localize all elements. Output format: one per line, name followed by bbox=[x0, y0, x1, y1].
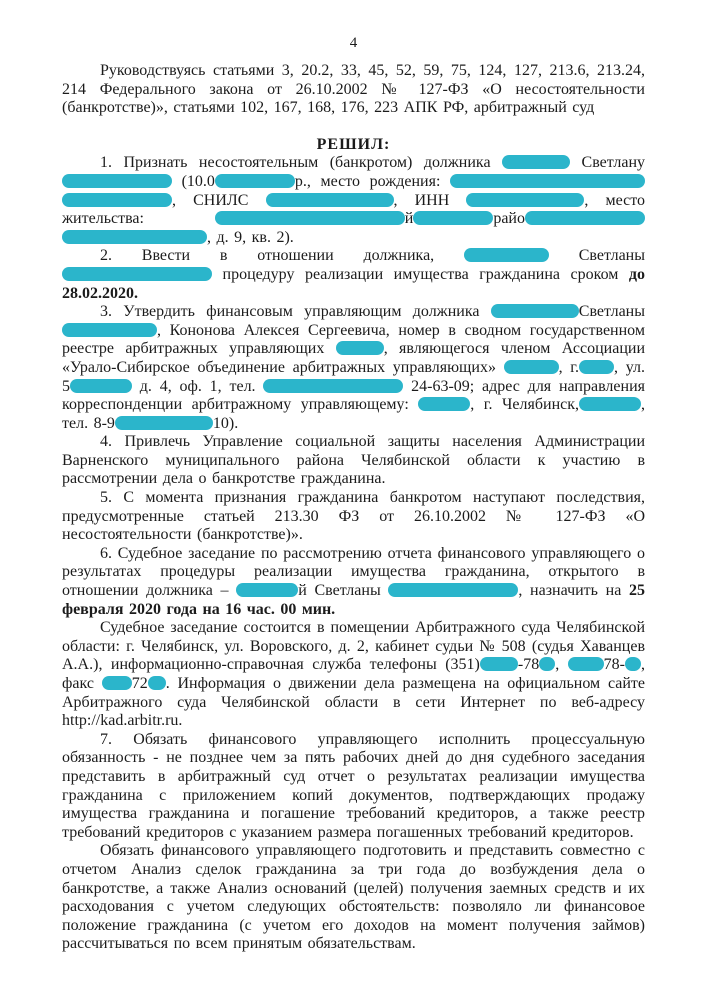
redaction-bar bbox=[504, 360, 559, 374]
redaction-bar bbox=[450, 174, 645, 188]
redaction-bar bbox=[62, 174, 172, 188]
redaction-bar bbox=[62, 193, 172, 207]
page-number: 4 bbox=[349, 35, 358, 51]
document-body bbox=[62, 62, 645, 954]
item-2: 2. Ввести в отношении должника, Светланы процедуру реализации имущества гражданина сроком до 28.02.2020. bbox=[62, 247, 645, 302]
redaction-bar bbox=[413, 211, 493, 225]
redaction-bar bbox=[464, 248, 549, 262]
redaction-bar bbox=[502, 155, 570, 169]
redaction-bar bbox=[525, 211, 645, 225]
redaction-bar bbox=[388, 583, 518, 597]
redaction-bar bbox=[480, 657, 518, 671]
preamble: Руководствуясь статьями 3, 20.2, 33, 45, 52, 59, 75, 124, 127, 213.6, 213.24, 214 Федерального закона от 26.10.2002 № 127-ФЗ «О несостоятельности (банкротстве)», статьями 102, 167, 168, 176, 223 АПК РФ, арбитражный суд bbox=[62, 62, 645, 117]
resolution-heading: РЕШИЛ: bbox=[316, 135, 391, 153]
redaction-bar bbox=[62, 230, 207, 244]
redaction-bar bbox=[625, 657, 641, 671]
redaction-bar bbox=[568, 657, 604, 671]
obligation-analysis: Обязать финансового управляющего подготовить и представить совместно с отчетом Анализ сделок гражданина за три года до возбуждения дела о банкротстве, а также Анализ оснований (целей) получения заемных средств и их расходования с учетом следующих обстоятельств: позволяло ли финансовое положение гражданина (с учетом его доходов на момент получения займов) рассчитываться по всем принятым обязательствам. bbox=[62, 842, 645, 953]
redaction-bar bbox=[539, 657, 555, 671]
redaction-bar bbox=[62, 323, 157, 337]
bold-text: 25 февраля 2020 года на 16 час. 00 мин. bbox=[62, 582, 645, 618]
hearing-location: Судебное заседание состоится в помещении Арбитражного суда Челябинской области: г. Челябинск, ул. Воровского, д. 2, кабинет судьи № 508 (судья Хаванцев А.А.), информационно-справочная служба телефоны (351) -78 , 78- , факс 72 . Информация о движении дела размещена на официальном сайте Арбитражного суда Челябинской области в сети Интернет по веб-адресу http://kad.arbitr.ru. bbox=[62, 619, 645, 730]
item-5: 5. С момента признания гражданина банкротом наступают последствия, предусмотренные статьей 213.30 ФЗ от 26.10.2002 № 127-ФЗ «О несостоятельности (банкротстве)». bbox=[62, 489, 645, 544]
redaction-bar bbox=[579, 397, 641, 411]
redaction-bar bbox=[215, 211, 405, 225]
item-1: 1. Признать несостоятельным (банкротом) должника Светлану (10.0 р., место рождения: , СНИЛС , ИНН , место жительства: й райо , д. 9, кв. 2). bbox=[62, 154, 646, 246]
redaction-bar bbox=[263, 379, 403, 393]
redaction-bar bbox=[148, 676, 166, 690]
item-6: 6. Судебное заседание по рассмотрению отчета финансового управляющего о результатах процедуры реализации имущества гражданина, открытого в отношении должника – й Светланы , назначить на 25 февраля 2020 года на 16 час. 00 мин. bbox=[62, 544, 645, 618]
redaction-bar bbox=[491, 304, 579, 318]
item-7: 7. Обязать финансового управляющего исполнить процессуальную обязанность - не позднее чем за пять рабочих дней до дня судебного заседания представить в арбитражный суд отчет о результатах реализации имущества гражданина с приложением копий документов, подтверждающих продажу имущества гражданина и погашение требований кредиторов, а также реестр требований кредиторов с указанием размера погашенных требований кредиторов. bbox=[62, 730, 645, 841]
item-4: 4. Привлечь Управление социальной защиты населения Администрации Варненского муниципального района Челябинской области к участию в рассмотрении дела о банкротстве гражданина. bbox=[62, 433, 645, 488]
redaction-bar bbox=[266, 193, 394, 207]
redaction-bar bbox=[215, 174, 295, 188]
redaction-bar bbox=[579, 360, 614, 374]
redaction-bar bbox=[336, 341, 384, 355]
redaction-bar bbox=[466, 193, 584, 207]
redaction-bar bbox=[418, 397, 470, 411]
item-3: 3. Утвердить финансовым управляющим должника Светланы , Кононова Алексея Сергеевича, номер в сводном государственном реестре арбитражных управляющих , являющегося членом Ассоциации «Урало-Сибирское объединение арбитражных управляющих» , г. , ул. 5 д. 4, оф. 1, тел. 24-63-09; адрес для направления корреспонденции арбитражному управляющему: , г. Челябинск, , тел. 8-9 10). bbox=[62, 303, 646, 432]
bold-text: до 28.02.2020. bbox=[62, 265, 645, 302]
redaction-bar bbox=[115, 416, 213, 430]
redaction-bar bbox=[236, 583, 298, 597]
redaction-bar bbox=[70, 379, 132, 393]
redaction-bar bbox=[62, 267, 212, 281]
redaction-bar bbox=[102, 676, 132, 690]
